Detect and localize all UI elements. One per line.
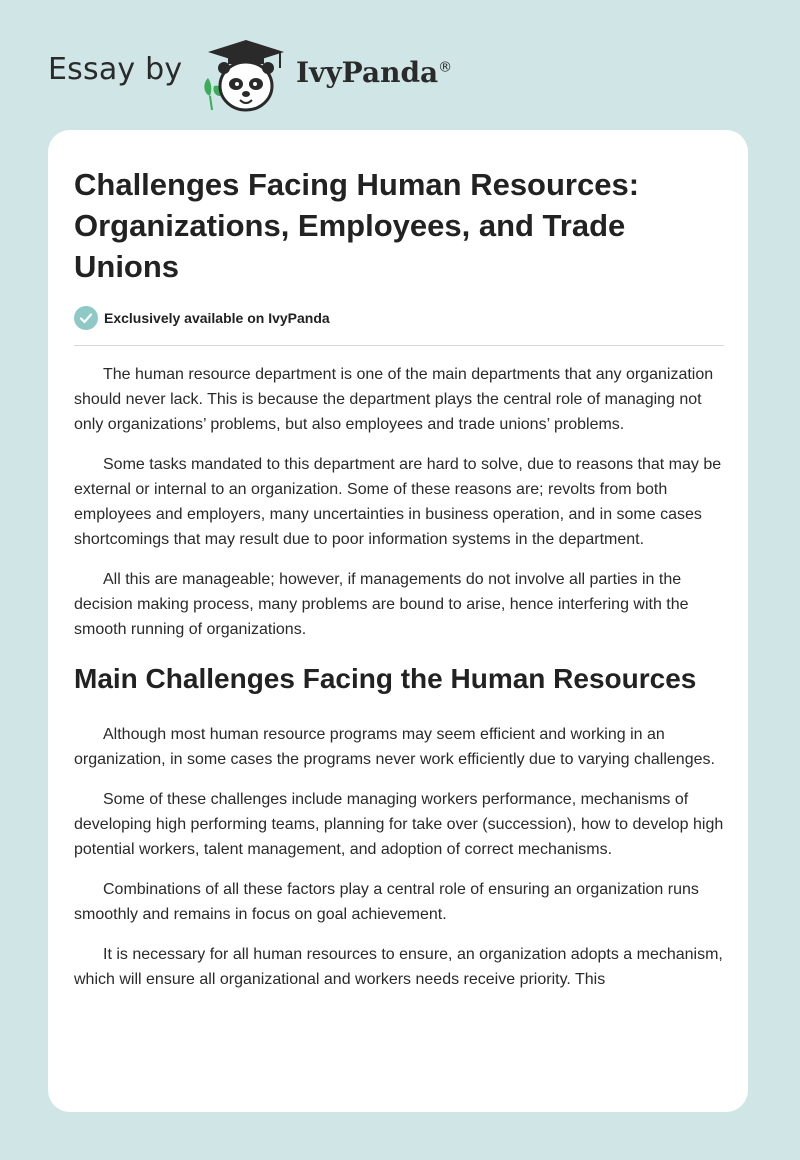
paragraph: Although most human resource programs may seem efficient and working in an organization, in some cases the programs never work efficiently due to varying challenges.	[74, 726, 715, 768]
essay-body	[74, 362, 724, 992]
exclusive-badge	[74, 305, 724, 331]
check-badge-icon	[74, 306, 98, 330]
paragraph: All this are manageable; however, if managements do not involve all parties in the decision making process, many problems are bound to arise, hence interfering with the smooth running of organizations.	[74, 571, 689, 638]
essay-content	[74, 164, 724, 1007]
exclusive-badge-text: Exclusively available on IvyPanda	[104, 310, 330, 326]
paragraph: Combinations of all these factors play a central role of ensuring an organization runs smoothly and remains in focus on goal achievement.	[74, 881, 699, 923]
essay-card	[48, 130, 748, 1112]
registered-mark: ®	[438, 59, 453, 76]
essay-by-label: Essay by	[48, 52, 183, 87]
panda-graduate-logo-icon[interactable]	[200, 34, 292, 114]
brand-text: IvyPanda	[296, 56, 439, 89]
paragraph: Some tasks mandated to this department are hard to solve, due to reasons that may be external or internal to an organization. Some of these reasons are; revolts from both employees and employers, many uncertainties in business operation, and in some cases shortcomings that may result due to poor information systems in the department.	[74, 456, 722, 548]
section-heading: Main Challenges Facing the Human Resources	[74, 663, 697, 694]
paragraph: It is necessary for all human resources to ensure, an organization adopts a mechanism, which will ensure all organizational and workers needs receive priority. This	[74, 946, 723, 988]
paragraph: The human resource department is one of the main departments that any organization should never lack. This is because the department plays the central role of managing not only organizations’ problems, but also employees and trade unions’ problems.	[74, 366, 714, 433]
divider	[74, 345, 724, 346]
essay-title: Challenges Facing Human Resources: Organizations, Employees, and Trade Unions	[74, 167, 640, 284]
site-header	[48, 34, 508, 114]
paragraph: Some of these challenges include managing workers performance, mechanisms of developing high performing teams, planning for take over (succession), how to develop high potential workers, talent management, and adoption of correct mechanisms.	[74, 791, 724, 858]
brand-name[interactable]	[296, 56, 452, 89]
